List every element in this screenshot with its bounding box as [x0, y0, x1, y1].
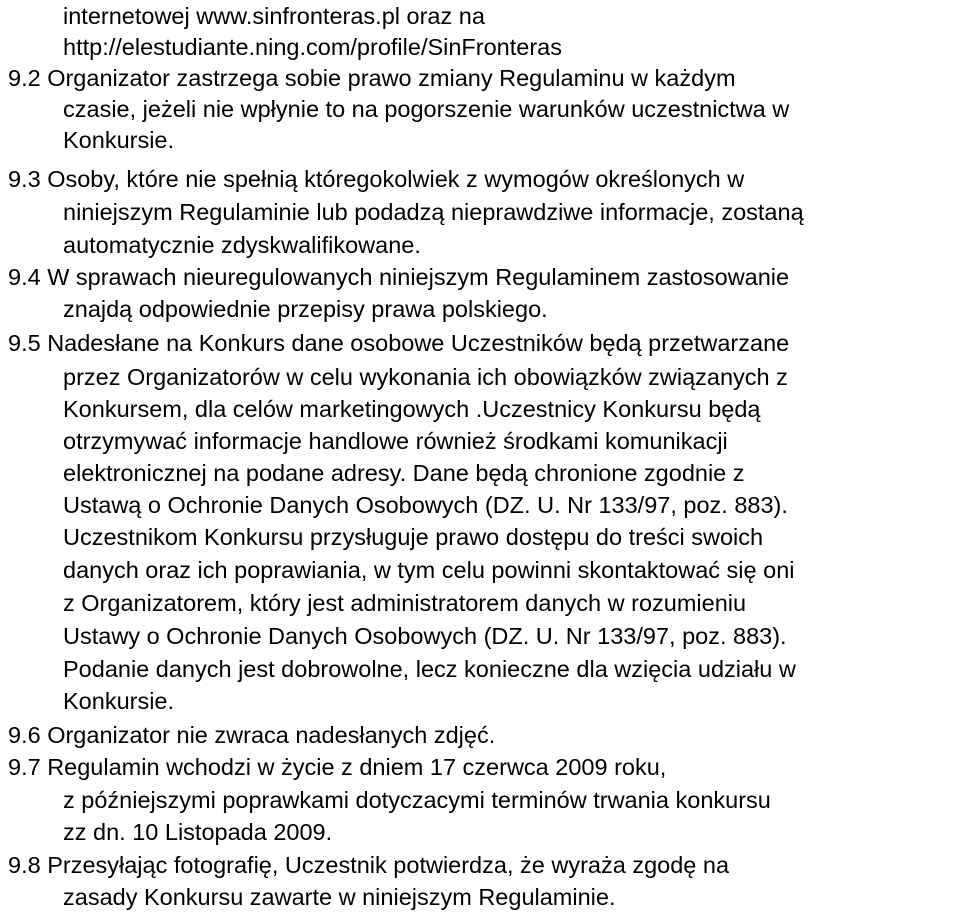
text-line: danych oraz ich poprawiania, w tym celu powinni skontaktować się oni — [63, 557, 795, 583]
text-line: Konkursie. — [63, 127, 175, 153]
text-line: Ustawy o Ochronie Danych Osobowych (DZ. U. Nr 133/97, poz. 883). — [63, 623, 787, 649]
section-9-8-line: 9.8 Przesyłając fotografię, Uczestnik potwierdza, że wyraża zgodę na — [8, 852, 730, 878]
section-9-2-line: 9.2 Organizator zastrzega sobie prawo zmiany Regulaminu w każdym — [8, 65, 736, 91]
text-line: zz dn. 10 Listopada 2009. — [63, 819, 333, 845]
text-line: znajdą odpowiednie przepisy prawa polskiego. — [63, 296, 548, 322]
text-line: Podanie danych jest dobrowolne, lecz konieczne dla wzięcia udziału w — [63, 656, 796, 682]
text-line: Ustawą o Ochronie Danych Osobowych (DZ. U. Nr 133/97, poz. 883). — [63, 492, 788, 518]
text-line: Uczestnikom Konkursu przysługuje prawo dostępu do treści swoich — [63, 524, 764, 550]
text-line: z późniejszymi poprawkami dotyczacymi terminów trwania konkursu — [63, 787, 771, 813]
section-9-6-line: 9.6 Organizator nie zwraca nadesłanych zdjęć. — [8, 722, 496, 748]
text-line: niniejszym Regulaminie lub podadzą nieprawdziwe informacje, zostaną — [63, 199, 804, 225]
text-line: z Organizatorem, który jest administratorem danych w rozumieniu — [63, 590, 747, 616]
text-line: elektronicznej na podane adresy. Dane będą chronione zgodnie z — [63, 460, 745, 486]
text-line: http://elestudiante.ning.com/profile/SinFronteras — [63, 34, 562, 60]
text-line: czasie, jeżeli nie wpłynie to na pogorszenie warunków uczestnictwa w — [63, 96, 790, 122]
text-line: automatycznie zdyskwalifikowane. — [63, 232, 421, 258]
section-9-7-line: 9.7 Regulamin wchodzi w życie z dniem 17 czerwca 2009 roku, — [8, 754, 667, 780]
text-line: internetowej www.sinfronteras.pl oraz na — [63, 3, 485, 29]
section-9-4-line: 9.4 W sprawach nieuregulowanych niniejszym Regulaminem zastosowanie — [8, 264, 790, 290]
text-line: otrzymywać informacje handlowe również środkami komunikacji — [63, 428, 728, 454]
text-line: zasady Konkursu zawarte w niniejszym Regulaminie. — [63, 884, 616, 910]
text-line: Konkursem, dla celów marketingowych .Uczestnicy Konkursu będą — [63, 396, 761, 422]
text-line: Konkursie. — [63, 688, 175, 714]
text-line: przez Organizatorów w celu wykonania ich obowiązków związanych z — [63, 364, 788, 390]
section-9-3-line: 9.3 Osoby, które nie spełnią któregokolwiek z wymogów określonych w — [8, 166, 745, 192]
section-9-5-line: 9.5 Nadesłane na Konkurs dane osobowe Uczestników będą przetwarzane — [8, 330, 790, 356]
